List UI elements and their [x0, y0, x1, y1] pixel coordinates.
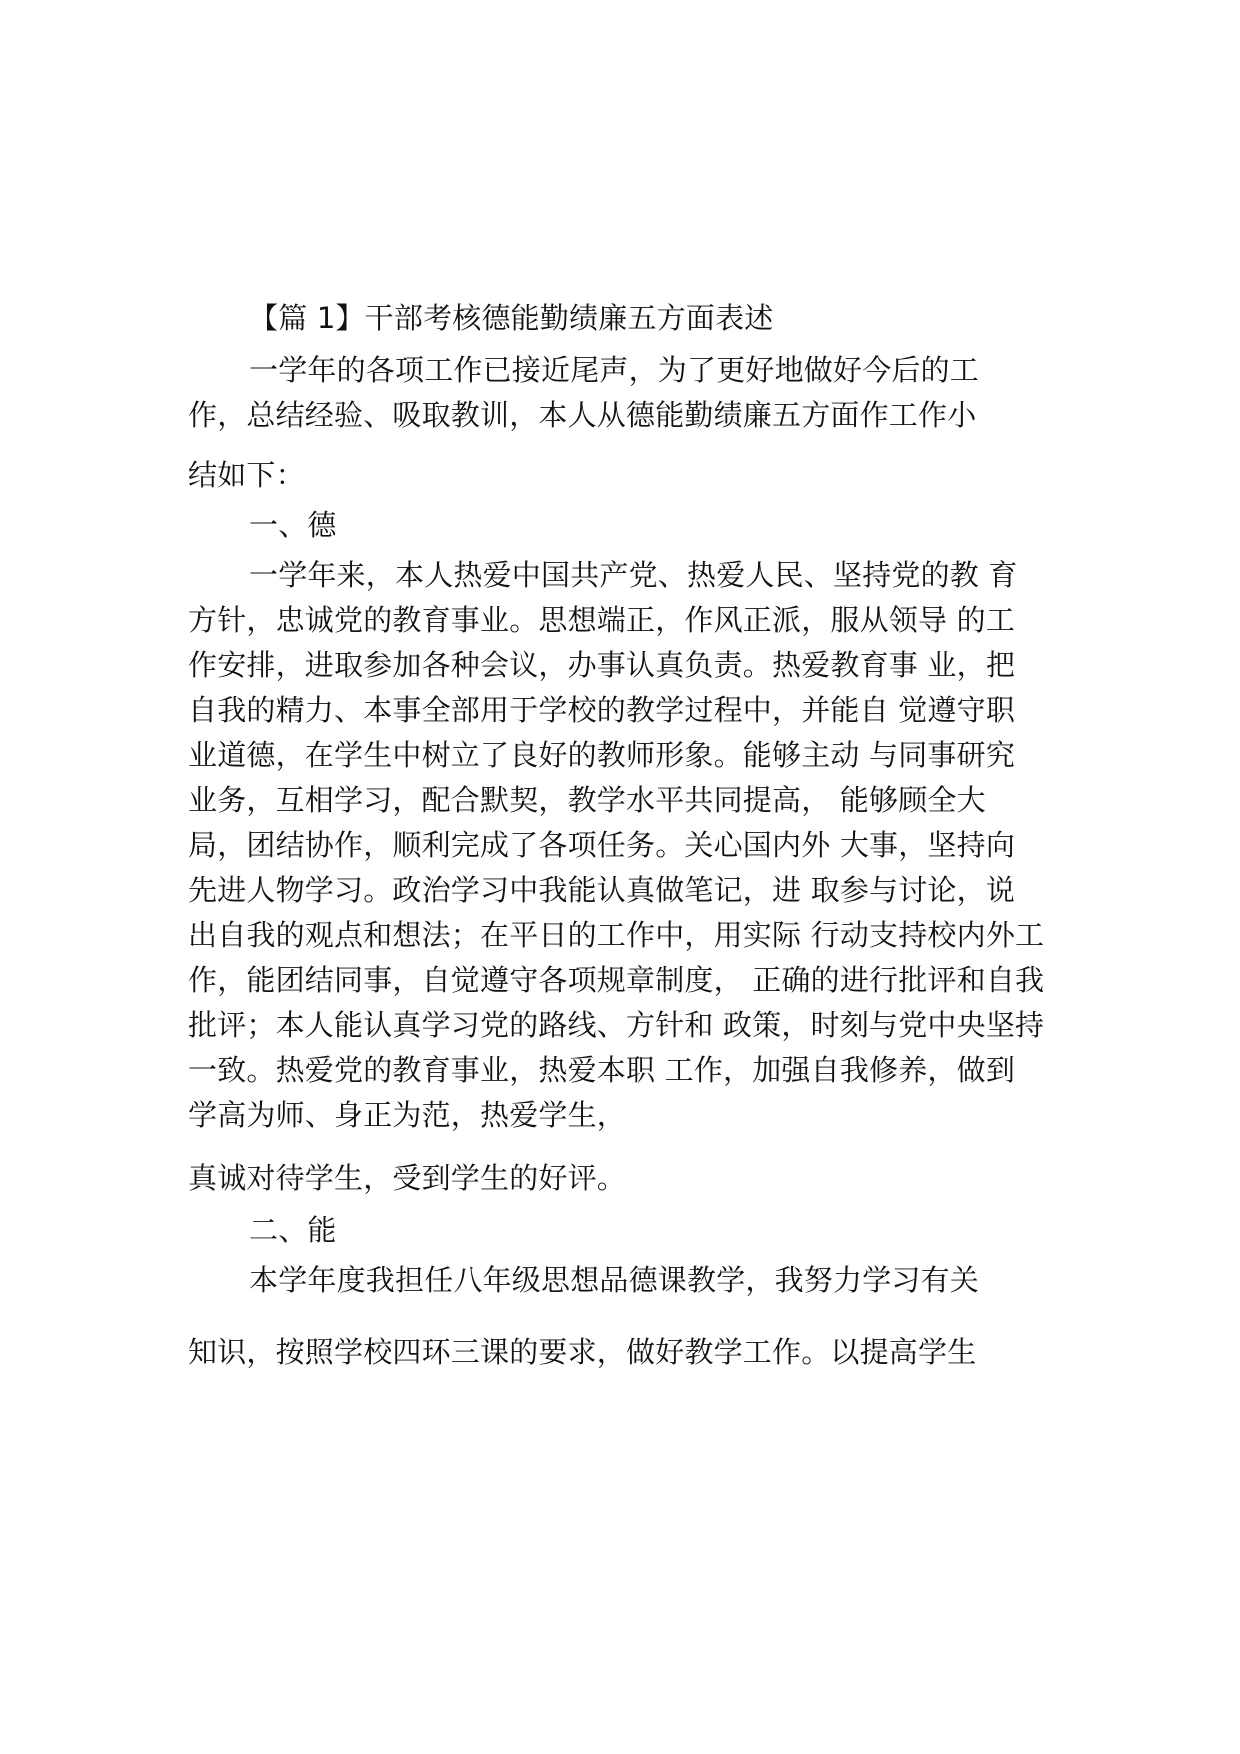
paragraph-line: 业务，互相学习，配合默契，教学水平共同提高， 能够顾全大	[188, 783, 986, 817]
paragraph-line: 本学年度我担任八年级思想品德课教学，我努力学习有关	[249, 1263, 980, 1297]
paragraph-line: 真诚对待学生，受到学生的好评。	[188, 1161, 627, 1195]
section-heading: 二、能	[249, 1213, 337, 1247]
intro-line: 作，总结经验、吸取教训，本人从德能勤绩廉五方面作工作小	[188, 398, 977, 432]
paragraph-line: 学高为师、身正为范，热爱学生，	[188, 1098, 627, 1132]
paragraph-line: 作安排，进取参加各种会议，办事认真负责。热爱教育事 业，把	[188, 648, 1016, 682]
paragraph-line: 一学年来，本人热爱中国共产党、热爱人民、坚持党的教 育	[249, 558, 1018, 592]
paragraph-line: 业道德，在学生中树立了良好的教师形象。能够主动 与同事研究	[188, 738, 1016, 772]
paragraph-line: 出自我的观点和想法；在平日的工作中，用实际 行动支持校内外工	[188, 918, 1045, 952]
paragraph-line: 方针，忠诚党的教育事业。思想端正，作风正派，服从领导 的工	[188, 603, 1016, 637]
paragraph-line: 批评；本人能认真学习党的路线、方针和 政策，时刻与党中央坚持	[188, 1008, 1045, 1042]
paragraph-line: 作，能团结同事，自觉遵守各项规章制度， 正确的进行批评和自我	[188, 963, 1045, 997]
paragraph-line: 知识，按照学校四环三课的要求，做好教学工作。以提高学生	[188, 1335, 977, 1369]
intro-line: 一学年的各项工作已接近尾声，为了更好地做好今后的工	[249, 353, 980, 387]
paragraph-line: 先进人物学习。政治学习中我能认真做笔记，进 取参与讨论，说	[188, 873, 1016, 907]
section-heading: 一、德	[249, 508, 337, 542]
document-title: 【篇 1】干部考核德能勤绩廉五方面表述	[249, 301, 774, 335]
intro-line: 结如下：	[188, 458, 305, 492]
paragraph-line: 一致。热爱党的教育事业，热爱本职 工作，加强自我修养，做到	[188, 1053, 1016, 1087]
paragraph-line: 自我的精力、本事全部用于学校的教学过程中，并能自 觉遵守职	[188, 693, 1016, 727]
paragraph-line: 局，团结协作，顺利完成了各项任务。关心国内外 大事，坚持向	[188, 828, 1016, 862]
